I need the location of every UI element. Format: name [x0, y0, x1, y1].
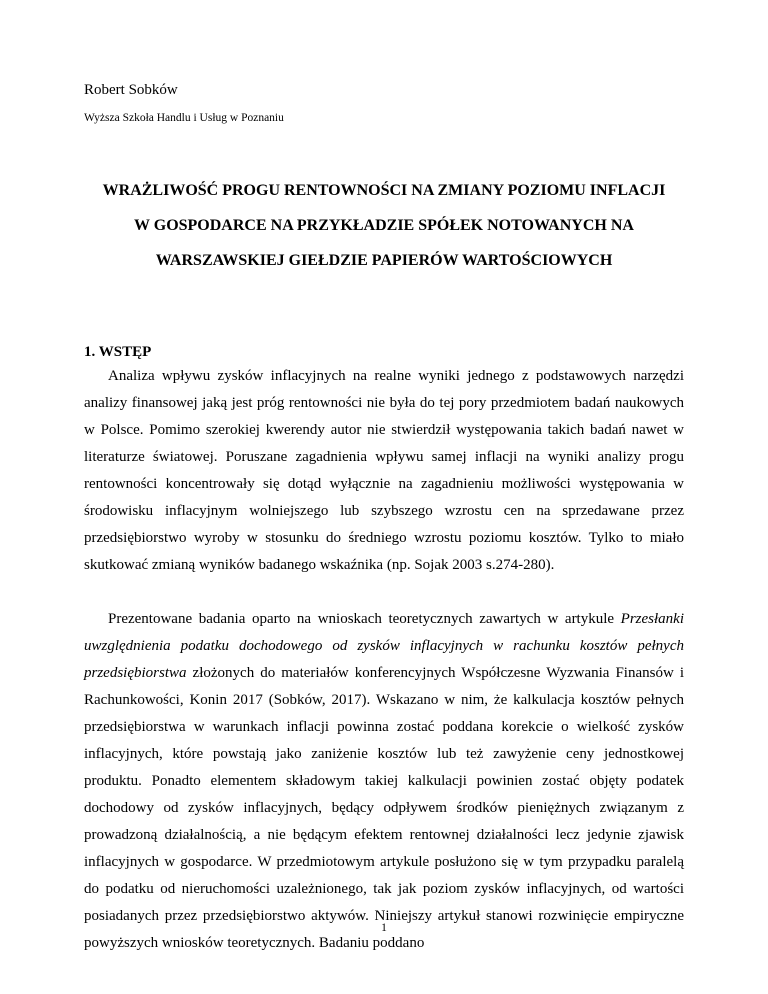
paragraph-2-rest-text: złożonych do materiałów konferencyjnych Współczesne Wyzwania Finansów i Rachunkowości, Konin 2017 (Sobków, 2017). Wskazano w nim, że kalkulacja kosztów pełnych przedsiębiorstwa w warunkach inflacji powinna zostać poddana korekcie o wielkość zysków inflacyjnych, które powstają jako zaniżenie kosztów lub też zawyżenie ceny jednostkowej produktu. Ponadto elementem składowym takiej kalkulacji powinien zostać objęty podatek dochodowy od zysków inflacyjnych, będący odpływem środków pieniężnych związanym z prowadzoną działalnością, a nie będącym efektem rentownej działalności lecz jedynie zjawisk inflacyjnych w gospodarce. W przedmiotowym artykule posłużono się w tym przypadku paralelą do podatku od nieruchomości uzależnionego, tak jak poziom zysków inflacyjnych, od wartości posiadanych przez przedsiębiorstwo aktywów. Niniejszy artykuł stanowi rozwinięcie empiryczne powyższych wniosków teoretycznych. Badaniu poddano: [84, 665, 684, 951]
paragraph-introduction-2: [84, 606, 684, 957]
paragraph-introduction-1: Analiza wpływu zysków inflacyjnych na realne wyniki jednego z podstawowych narzędzi analizy finansowej jaką jest próg rentowności nie była do tej pory przedmiotem badań naukowych w Polsce. Pomimo szerokiej kwerendy autor nie stwierdził występowania takich badań nawet w literaturze światowej. Poruszane zagadnienia wpływu samej inflacji na wyniki analizy progu rentowności koncentrowały się dotąd wyłącznie na zagadnieniu możliwości występowania w środowisku inflacyjnym wolniejszego lub szybszego wzrostu cen na sprzedawane przez przedsiębiorstwo wyroby w stosunku do średniego wzrostu poziomu kosztów. Tylko to miało skutkować zmianą wyników badanego wskaźnika (np. Sojak 2003 s.274-280).: [84, 368, 684, 573]
author-affiliation: Wyższa Szkoła Handlu i Usług w Poznaniu: [84, 112, 284, 124]
page-number: 1: [381, 922, 387, 934]
paper-title: WRAŻLIWOŚĆ PROGU RENTOWNOŚCI NA ZMIANY POZIOMU INFLACJI W GOSPODARCE NA PRZYKŁADZIE SPÓŁEK NOTOWANYCH NA WARSZAWSKIEJ GIEŁDZIE PAPIERÓW WARTOŚCIOWYCH: [102, 182, 666, 269]
paragraph-2-lead-text: Prezentowane badania oparto na wnioskach teoretycznych zawartych w artykule: [108, 611, 621, 627]
author-name: Robert Sobków: [84, 82, 178, 98]
cited-article-title: Przesłanki uwzględnienia podatku dochodowego od zysków inflacyjnych w rachunku kosztów pełnych przedsiębiorstwa: [84, 611, 684, 681]
section-heading-introduction: 1. WSTĘP: [84, 344, 152, 360]
